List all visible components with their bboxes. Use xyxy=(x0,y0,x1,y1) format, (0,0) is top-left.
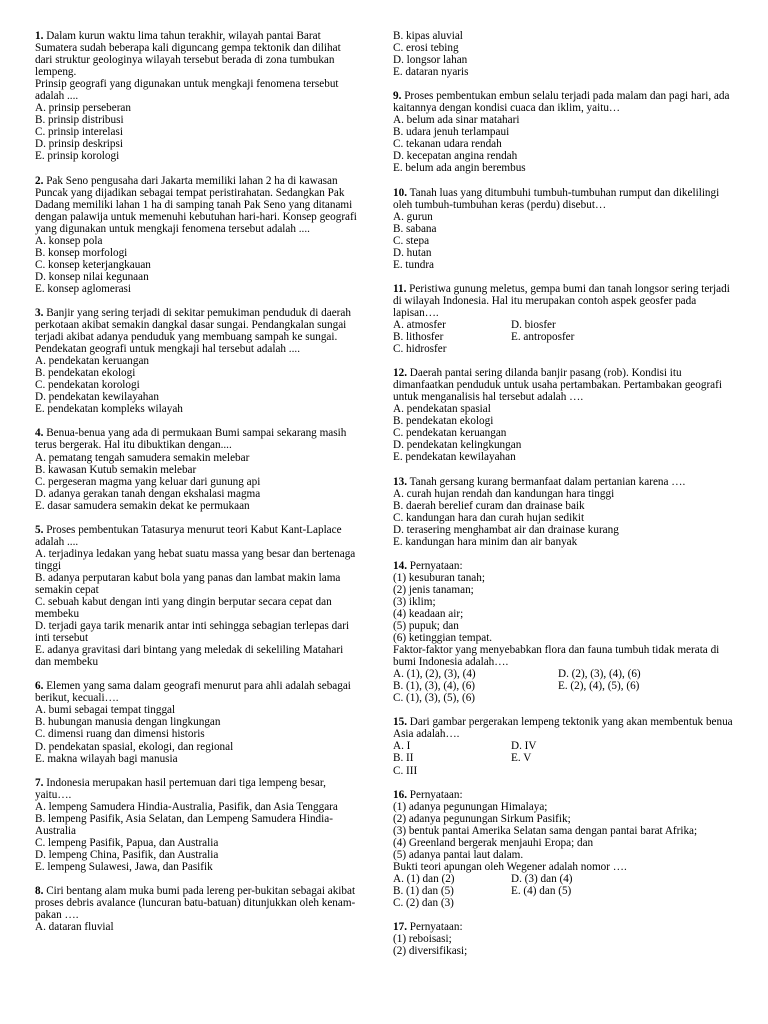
option-b: B. konsep morfologi xyxy=(35,246,128,259)
option-b: B. kipas aluvial xyxy=(393,30,463,42)
question-number: 8. xyxy=(35,885,44,897)
question-stem: Faktor-faktor yang menyebabkan flora dan fauna tumbuh tidak merata di bumi Indonesia adalah…. xyxy=(393,644,720,669)
option-row xyxy=(393,765,733,777)
option-e: E. (2), (4), (5), (6) xyxy=(558,680,640,693)
question-number: 17. xyxy=(393,921,407,934)
question-stem: Daerah pantai sering dilanda banjir pasang (rob). Kondisi itu dimanfaatkan penduduk untuk usaha pertambakan. Pertambakan geografi untuk menganalisis hal tersebut adalah …. xyxy=(393,367,722,404)
statement-item: (6) ketinggian tempat. xyxy=(393,632,493,645)
option-a: A. I xyxy=(393,740,411,753)
option-a: A. konsep pola xyxy=(35,234,103,247)
option-d: D. terjadi gaya tarik menarik antar inti sehingga sebagian terlepas dari inti tersebut xyxy=(35,620,350,645)
option-e: E. kandungan hara minim dan air banyak xyxy=(393,535,578,548)
option-row xyxy=(393,331,733,343)
option-b: B. kawasan Kutub semakin melebar xyxy=(35,463,197,476)
question-stem: Dari gambar pergerakan lempeng tektonik yang akan membentuk benua Asia adalah…. xyxy=(393,716,733,741)
statement-item: (4) Greenland bergerak menjauhi Eropa; dan xyxy=(393,836,594,849)
option-b: B. lempeng Pasifik, Asia Selatan, dan Lempeng Samudera Hindia-Australia xyxy=(35,812,333,837)
option-e: E. lempeng Sulawesi, Jawa, dan Pasifik xyxy=(35,860,213,873)
option-row xyxy=(393,692,733,704)
option-c: C. III xyxy=(393,764,418,777)
option-c: C. tekanan udara rendah xyxy=(393,138,502,151)
option-b: B. udara jenuh terlampaui xyxy=(393,126,510,139)
option-d: D. pendekatan kelingkungan xyxy=(393,439,522,452)
option-d: D. prinsip deskripsi xyxy=(35,138,123,151)
option-a: A. (1) dan (2) xyxy=(393,872,455,885)
question-stem: Tanah gersang kurang bermanfaat dalam pertanian karena …. xyxy=(409,475,686,488)
option-d: D. konsep nilai kegunaan xyxy=(35,270,149,283)
option-e: E. tundra xyxy=(393,258,435,271)
option-b: B. hubungan manusia dengan lingkungan xyxy=(35,716,221,729)
question-number: 16. xyxy=(393,788,407,801)
statement-item: (5) pupuk; dan xyxy=(393,620,459,633)
option-e: E. konsep aglomerasi xyxy=(35,282,132,295)
question-stem: Peristiwa gunung meletus, gempa bumi dan tanah longsor sering terjadi di wilayah Indonesia. Hal itu merupakan contoh aspek geosfer pada lapisan…. xyxy=(393,282,730,319)
question-stem: Indonesia merupakan hasil pertemuan dari tiga lempeng besar, yaitu…. xyxy=(35,776,326,801)
option-c: C. hidrosfer xyxy=(393,343,447,356)
option-a: A. bumi sebagai tempat tinggal xyxy=(35,704,176,717)
option-row xyxy=(393,343,733,355)
statement-item: (1) adanya pegunungan Himalaya; xyxy=(393,800,548,813)
option-c: C. pendekatan keruangan xyxy=(393,427,507,440)
option-b: B. pendekatan ekologi xyxy=(35,367,136,380)
statement-intro: Pernyataan: xyxy=(409,921,463,934)
question-15 xyxy=(393,716,733,776)
option-c: C. (1), (3), (5), (6) xyxy=(393,692,476,705)
question-8-continued xyxy=(393,30,733,78)
question-number: 14. xyxy=(393,559,407,572)
statement-item: (4) keadaan air; xyxy=(393,607,464,620)
option-d: D. terasering menghambat air dan drainase kurang xyxy=(393,523,619,536)
statement-item: (2) jenis tanaman; xyxy=(393,583,474,596)
option-c: C. erosi tebing xyxy=(393,42,459,55)
option-d: D. kecepatan angina rendah xyxy=(393,150,518,163)
option-c: C. kandungan hara dan curah hujan sedikit xyxy=(393,511,585,524)
statement-item: (2) diversifikasi; xyxy=(393,945,468,958)
option-a: A. belum ada sinar matahari xyxy=(393,114,520,127)
question-12 xyxy=(393,367,733,463)
option-b: B. prinsip distribusi xyxy=(35,114,124,127)
option-row xyxy=(393,897,733,909)
option-e: E. belum ada angin berembus xyxy=(393,162,526,175)
option-a: A. pematang tengah samudera semakin melebar xyxy=(35,451,250,464)
option-a: A. (1), (2), (3), (4) xyxy=(393,668,476,681)
option-b: B. (1) dan (5) xyxy=(393,884,454,897)
question-stem: Ciri bentang alam muka bumi pada lereng per-bukitan sebagai akibat proses debris avalance (luncuran batu-batuan) ditunjukkan oleh kenam-pakan …. xyxy=(35,885,356,922)
option-b: B. pendekatan ekologi xyxy=(393,415,494,428)
option-a: A. pendekatan keruangan xyxy=(35,355,149,368)
option-a: A. gurun xyxy=(393,210,433,223)
question-stem: Banjir yang sering terjadi di sekitar pemukiman penduduk di daerah perkotaan akibat semakin dangkal dasar sungai. Pendangkalan sungai terjadi akibat adanya penduduk yang membuang sampah ke sungai. xyxy=(35,306,351,344)
question-stem: Dalam kurun waktu lima tahun terakhir, wilayah pantai Barat Sumatera sudah beberapa kali diguncang gempa tektonik dan dilihat dari struktur geologinya wilayah tersebut berada di zona tumbukan lempeng. xyxy=(35,30,341,79)
option-a: A. lempeng Samudera Hindia-Australia, Pasifik, dan Asia Tenggara xyxy=(35,800,338,813)
option-e: E. pendekatan kompleks wilayah xyxy=(35,403,183,416)
question-number: 9. xyxy=(393,90,402,103)
option-a: A. atmosfer xyxy=(393,318,446,331)
statement-item: (2) adanya pegunungan Sirkum Pasifik; xyxy=(393,812,571,825)
option-e: E. dasar samudera semakin dekat ke permukaan xyxy=(35,499,250,512)
option-d: D. biosfer xyxy=(511,318,556,331)
statement-item: (1) reboisasi; xyxy=(393,933,452,946)
question-stem: Pendekatan geografi untuk mengkaji hal tersebut adalah .... xyxy=(35,343,300,356)
option-c: C. (2) dan (3) xyxy=(393,897,454,909)
option-row xyxy=(393,752,733,764)
option-row xyxy=(393,319,733,331)
statement-item: (1) kesuburan tanah; xyxy=(393,571,485,584)
option-c: C. lempeng Pasifik, Papua, dan Australia xyxy=(35,836,219,849)
option-row xyxy=(393,873,733,885)
option-a: A. dataran fluvial xyxy=(35,921,114,934)
option-a: A. pendekatan spasial xyxy=(393,403,491,416)
option-c: C. stepa xyxy=(393,234,430,247)
question-5 xyxy=(35,524,360,669)
question-14 xyxy=(393,560,733,705)
question-number: 3. xyxy=(35,306,44,319)
question-17 xyxy=(393,921,733,957)
option-d: D. IV xyxy=(511,740,537,753)
question-stem: Pak Seno pengusaha dari Jakarta memiliki lahan 2 ha di kawasan Puncak yang dijadikan sebagai tempat peristirahatan. Sedangkan Pak Dadang memiliki lahan 1 ha di samping tanah Pak Seno yang ditanami dengan palawija untuk memenuhi kebutuhan hari-hari. Konsep geografi yang digunakan untuk mengkaji fenomena tersebut adalah .... xyxy=(35,174,357,235)
option-d: D. (3) dan (4) xyxy=(511,872,573,885)
option-e: E. (4) dan (5) xyxy=(511,884,572,897)
question-6 xyxy=(35,680,360,764)
option-c: C. sebuah kabut dengan inti yang dingin berputar secara cepat dan membeku xyxy=(35,596,332,621)
question-3 xyxy=(35,307,360,415)
statement-item: (3) iklim; xyxy=(393,595,436,608)
question-number: 7. xyxy=(35,776,44,789)
question-stem: Proses pembentukan Tatasurya menurut teori Kabut Kant-Laplace adalah .... xyxy=(35,523,342,548)
option-b: B. sabana xyxy=(393,222,437,235)
question-number: 5. xyxy=(35,523,44,536)
option-c: C. konsep keterjangkauan xyxy=(35,258,151,271)
question-number: 10. xyxy=(393,186,407,199)
option-a: A. terjadinya ledakan yang hebat suatu massa yang besar dan bertenaga tinggi xyxy=(35,547,356,572)
question-number: 2. xyxy=(35,174,44,187)
question-number: 15. xyxy=(393,716,407,729)
left-column xyxy=(35,30,360,945)
option-d: D. (2), (3), (4), (6) xyxy=(558,668,641,681)
option-d: D. lempeng China, Pasifik, dan Australia xyxy=(35,848,219,861)
option-b: B. adanya perputaran kabut bola yang panas dan lambat makin lama semakin cepat xyxy=(35,571,341,596)
option-row xyxy=(393,740,733,752)
statement-item: (5) adanya pantai laut dalam. xyxy=(393,848,524,861)
question-7 xyxy=(35,777,360,873)
option-a: A. curah hujan rendah dan kandungan hara tinggi xyxy=(393,487,615,500)
question-9 xyxy=(393,90,733,174)
option-c: C. prinsip interelasi xyxy=(35,126,123,139)
option-d: D. hutan xyxy=(393,246,432,259)
question-number: 4. xyxy=(35,427,44,440)
right-column xyxy=(393,30,733,969)
question-stem: Proses pembentukan embun selalu terjadi pada malam dan pagi hari, ada kaitannya dengan kondisi cuaca dan iklim, yaitu… xyxy=(393,90,730,115)
question-8 xyxy=(35,885,360,933)
question-13 xyxy=(393,476,733,548)
option-a: A. prinsip perseberan xyxy=(35,102,131,115)
option-row xyxy=(393,668,733,680)
option-e: E. antroposfer xyxy=(511,331,575,344)
question-16 xyxy=(393,789,733,909)
question-stem: Tanah luas yang ditumbuhi tumbuh-tumbuhan rumput dan dikelilingi oleh tumbuh-tumbuhan keras (perdu) disebut… xyxy=(393,186,720,211)
option-c: C. pergeseran magma yang keluar dari gunung api xyxy=(35,475,261,488)
option-e: E. adanya gravitasi dari bintang yang meledak di sekeliling Matahari dan membeku xyxy=(35,644,344,669)
statement-item: (3) bentuk pantai Amerika Selatan sama dengan pantai barat Afrika; xyxy=(393,824,698,837)
question-number: 12. xyxy=(393,367,407,380)
question-stem: Elemen yang sama dalam geografi menurut para ahli adalah sebagai berikut, kecuali…. xyxy=(35,680,351,705)
option-b: B. lithosfer xyxy=(393,331,444,344)
statement-intro: Pernyataan: xyxy=(409,788,463,801)
option-b: B. daerah berelief curam dan drainase baik xyxy=(393,499,585,512)
question-2 xyxy=(35,175,360,295)
option-d: D. adanya gerakan tanah dengan ekshalasi magma xyxy=(35,487,261,500)
option-e: E. pendekatan kewilayahan xyxy=(393,451,516,464)
question-number: 1. xyxy=(35,30,44,42)
option-d: D. pendekatan spasial, ekologi, dan regional xyxy=(35,740,234,753)
question-11 xyxy=(393,283,733,355)
option-row xyxy=(393,680,733,692)
option-c: C. pendekatan korologi xyxy=(35,379,140,392)
question-stem: Benua-benua yang ada di permukaan Bumi sampai sekarang masih terus bergerak. Hal itu dibuktikan dengan.... xyxy=(35,427,347,452)
question-4 xyxy=(35,427,360,511)
option-d: D. longsor lahan xyxy=(393,54,468,67)
option-d: D. pendekatan kewilayahan xyxy=(35,391,159,404)
option-e: E. dataran nyaris xyxy=(393,66,469,79)
option-b: B. (1), (3), (4), (6) xyxy=(393,680,476,693)
option-e: E. prinsip korologi xyxy=(35,150,120,163)
question-1 xyxy=(35,30,360,163)
question-stem: Bukti teori apungan oleh Wegener adalah nomor …. xyxy=(393,860,627,873)
option-row xyxy=(393,885,733,897)
question-10 xyxy=(393,187,733,271)
option-e: E. makna wilayah bagi manusia xyxy=(35,752,178,765)
option-c: C. dimensi ruang dan dimensi historis xyxy=(35,728,205,741)
option-b: B. II xyxy=(393,752,414,765)
question-number: 13. xyxy=(393,475,407,488)
question-stem: Prinsip geografi yang digunakan untuk mengkaji fenomena tersebut adalah .... xyxy=(35,78,339,103)
option-e: E. V xyxy=(511,752,532,765)
question-number: 11. xyxy=(393,282,407,295)
statement-intro: Pernyataan: xyxy=(409,559,463,572)
question-number: 6. xyxy=(35,680,44,693)
